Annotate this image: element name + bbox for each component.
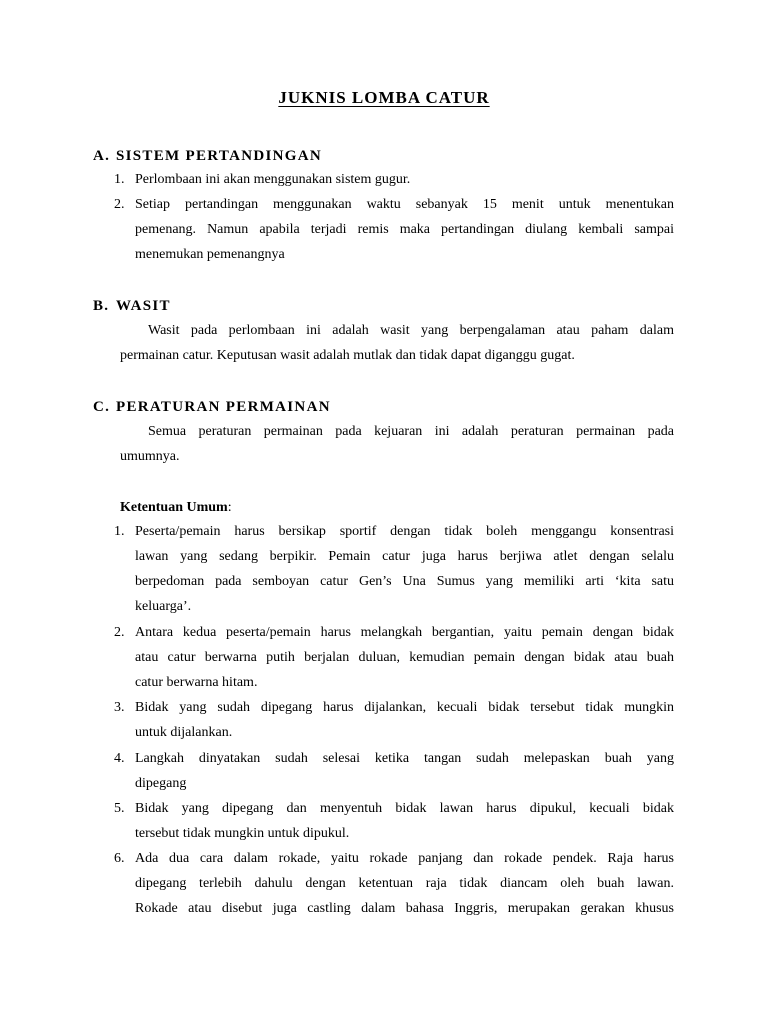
text-line: Semua peraturan permainan pada kejuaran ini adalah peraturan permainan pada: [148, 424, 674, 439]
section-c-title: PERATURAN PERMAINAN: [116, 399, 331, 415]
list-item-text: [135, 620, 674, 695]
section-a-title: SISTEM PERTANDINGAN: [116, 148, 323, 164]
text-line: keluarga’.: [135, 599, 192, 614]
text-line: pemenang. Namun apabila terjadi remis maka pertandingan diulang kembali sampai: [135, 222, 674, 237]
text-line: Ada dua cara dalam rokade, yaitu rokade panjang dan rokade pendek. Raja harus: [135, 851, 674, 866]
text-line: permainan catur. Keputusan wasit adalah mutlak dan tidak dapat diganggu gugat.: [120, 348, 575, 363]
list-item-text: [135, 695, 674, 745]
list-item-text: [135, 746, 674, 796]
list-item-text: [135, 519, 674, 619]
text-line: untuk dijalankan.: [135, 725, 233, 740]
ketentuan-umum-label: Ketentuan Umum: [120, 500, 228, 515]
text-line: dipegang: [135, 776, 187, 791]
list-item-text: [135, 167, 674, 192]
text-line: Bidak yang sudah dipegang harus dijalankan, kecuali bidak tersebut tidak mungkin: [135, 700, 674, 715]
text-line: Perlombaan ini akan menggunakan sistem gugur.: [135, 172, 411, 187]
text-line: berpedoman pada semboyan catur Gen’s Una Sumus yang memiliki arti ‘kita satu: [135, 574, 674, 589]
section-b-heading: [93, 296, 171, 316]
text-line: Wasit pada perlombaan ini adalah wasit yang berpengalaman atau paham dalam: [148, 323, 674, 338]
list-item-number: 3.: [114, 700, 125, 715]
text-line: catur berwarna hitam.: [135, 675, 258, 690]
list-item-text: [135, 846, 674, 921]
text-line: tersebut tidak mungkin untuk dipukul.: [135, 826, 350, 841]
section-b-letter: B.: [93, 298, 110, 314]
ketentuan-umum-colon: :: [227, 500, 232, 515]
text-line: menemukan pemenangnya: [135, 247, 285, 262]
section-b-title: WASIT: [116, 298, 171, 314]
text-line: Setiap pertandingan menggunakan waktu sebanyak 15 menit untuk menentukan: [135, 197, 674, 212]
list-item-number: 1.: [114, 172, 125, 187]
text-line: Langkah dinyatakan sudah selesai ketika tangan sudah melepaskan buah yang: [135, 751, 674, 766]
list-item-number: 5.: [114, 801, 125, 816]
text-line: atau catur berwarna putih berjalan duluan, kemudian pemain dengan bidak atau buah: [135, 650, 674, 665]
list-item-number: 6.: [114, 851, 125, 866]
section-c-letter: C.: [93, 399, 111, 415]
list-item-text: [135, 796, 674, 846]
text-line: lawan yang sedang berpikir. Pemain catur juga harus berjiwa atlet dengan selalu: [135, 549, 674, 564]
list-item-number: 2.: [114, 197, 125, 212]
list-item-number: 1.: [114, 524, 125, 539]
document-title: JUKNIS LOMBA CATUR: [278, 88, 490, 107]
list-item-text: [135, 192, 674, 267]
section-c-paragraph: [120, 419, 674, 469]
section-c-heading: [93, 397, 331, 417]
ketentuan-umum-heading: [120, 495, 232, 520]
list-item-number: 4.: [114, 751, 125, 766]
text-line: Peserta/pemain harus bersikap sportif dengan tidak boleh menggangu konsentrasi: [135, 524, 674, 539]
list-item-number: 2.: [114, 625, 125, 640]
text-line: umumnya.: [120, 449, 180, 464]
text-line: Rokade atau disebut juga castling dalam bahasa Inggris, merupakan gerakan khusus: [135, 901, 674, 916]
section-a-heading: [93, 146, 322, 166]
section-a-letter: A.: [93, 148, 111, 164]
text-line: dipegang terlebih dahulu dengan ketentuan raja tidak diancam oleh buah lawan.: [135, 876, 674, 891]
text-line: Antara kedua peserta/pemain harus melangkah bergantian, yaitu pemain dengan bidak: [135, 625, 674, 640]
text-line: Bidak yang dipegang dan menyentuh bidak lawan harus dipukul, kecuali bidak: [135, 801, 674, 816]
section-b-paragraph: [120, 318, 674, 368]
